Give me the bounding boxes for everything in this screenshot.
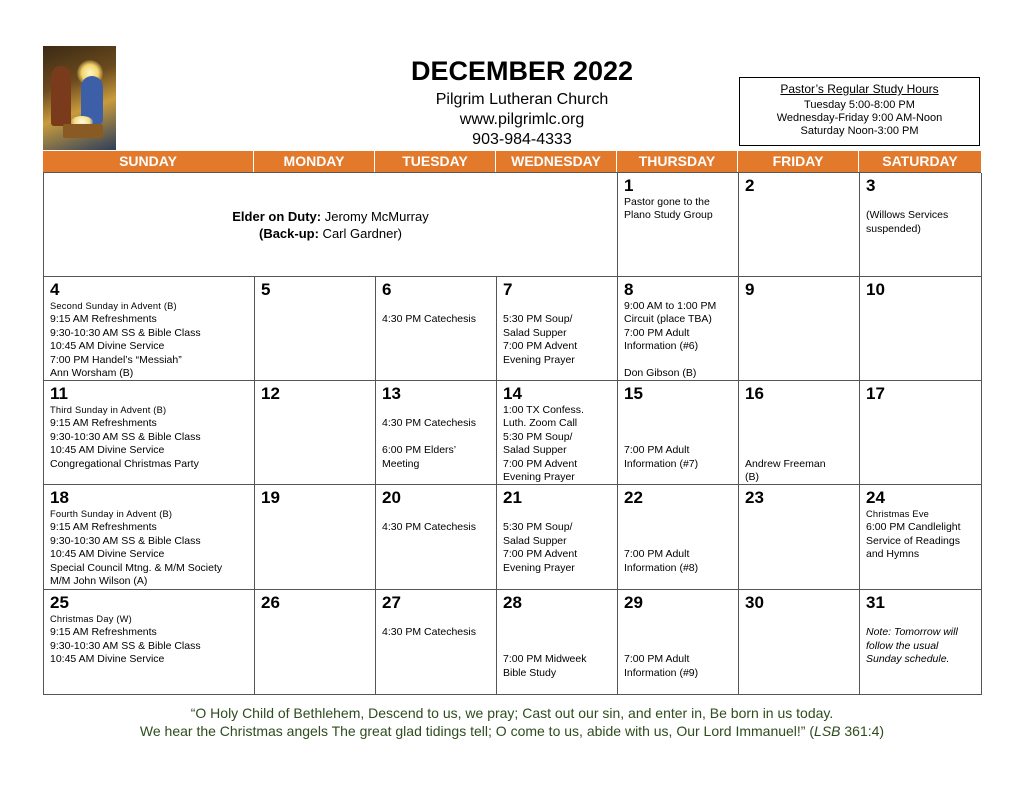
day-cell [44,590,255,695]
day-cell [860,173,982,277]
day-cell [255,590,376,695]
study-hours-line: Saturday Noon-3:00 PM [800,125,919,137]
weekday-monday: MONDAY [254,151,375,172]
day-events: 7:00 PM Adult Information (#7) [624,444,699,470]
day-cell [618,277,739,381]
elder-backup: (Back-up: Carl Gardner) [258,225,403,241]
day-number: 13 [382,384,401,403]
liturgical-day: Christmas Eve [866,509,930,519]
day-cell [255,381,376,485]
day-cell [739,590,860,695]
day-cell [255,485,376,590]
day-number: 12 [261,384,280,403]
day-number: 29 [624,593,643,612]
calendar [43,151,981,695]
day-events: 7:00 PM Adult Information (#9) [624,653,699,679]
hymn-quote [43,704,981,740]
study-hours-line: Tuesday 5:00-8:00 PM [804,99,915,111]
day-number: 20 [382,488,401,507]
day-events: (Willows Services suspended) [866,209,949,235]
day-cell [618,590,739,695]
liturgical-day: Second Sunday in Advent (B) [50,301,177,311]
day-cell [497,590,618,695]
day-cell [860,590,982,695]
day-events: 4:30 PM Catechesis 6:00 PM Elders’ Meeting [382,417,476,470]
day-cell [497,485,618,590]
day-number: 6 [382,280,392,299]
day-number: 19 [261,488,280,507]
day-events: 9:15 AM Refreshments 9:30-10:30 AM SS & Bible Class 10:45 AM Divine Service Congregational Christmas Party [50,417,201,470]
study-hours-box [739,77,980,146]
day-cell [860,485,982,590]
hymn-quote-line-1: “O Holy Child of Bethlehem, Descend to us, we pray; Cast out our sin, and enter in, Be born in us today. [190,705,834,721]
liturgical-day: Christmas Day (W) [50,614,132,624]
day-number: 2 [745,176,755,195]
day-events: 9:15 AM Refreshments 9:30-10:30 AM SS & Bible Class 10:45 AM Divine Service Special Council Mtng. & M/M Society M/M John Wilson (A) [50,521,223,588]
manger [63,124,103,138]
elder-on-duty-cell [44,173,618,277]
day-number: 25 [50,593,69,612]
day-events: 4:30 PM Catechesis [382,313,476,326]
day-number: 27 [382,593,401,612]
day-events: 5:30 PM Soup/ Salad Supper 7:00 PM Advent Evening Prayer [503,313,578,366]
weekday-header [43,151,981,172]
day-number: 18 [50,488,69,507]
calendar-grid [43,172,981,695]
hymn-quote-line-2: We hear the Christmas angels The great glad tidings tell; O come to us, abide with us, Our Lord Immanuel!” (LSB 361:4) [139,723,885,739]
day-number: 5 [261,280,271,299]
day-events: 9:00 AM to 1:00 PM Circuit (place TBA) 7:00 PM Adult Information (#6) Don Gibson (B) [624,300,717,380]
day-number: 10 [866,280,885,299]
day-cell [618,381,739,485]
day-number: 9 [745,280,755,299]
day-events: 9:15 AM Refreshments 9:30-10:30 AM SS & Bible Class 10:45 AM Divine Service 7:00 PM Handel’s “Messiah” Ann Worsham (B) [50,313,201,380]
day-number: 7 [503,280,513,299]
day-events: 7:00 PM Adult Information (#8) [624,548,699,574]
day-number: 21 [503,488,522,507]
day-events: 7:00 PM Midweek Bible Study [503,653,587,679]
study-hours-title: Pastor’s Regular Study Hours [780,82,939,96]
liturgical-day: Fourth Sunday in Advent (B) [50,509,173,519]
day-cell [44,381,255,485]
day-number: 1 [624,176,634,195]
day-cell [497,277,618,381]
day-events: 5:30 PM Soup/ Salad Supper 7:00 PM Advent Evening Prayer [503,521,578,574]
day-number: 8 [624,280,634,299]
day-number: 17 [866,384,885,403]
day-cell [44,277,255,381]
day-number: 24 [866,488,885,507]
day-events: Note: Tomorrow will follow the usual Sunday schedule. [866,626,958,666]
day-cell [376,277,497,381]
weekday-thursday: THURSDAY [617,151,738,172]
day-cell [376,485,497,590]
day-events: 9:15 AM Refreshments 9:30-10:30 AM SS & Bible Class 10:45 AM Divine Service [50,626,201,666]
joseph-figure [51,66,71,126]
church-name: Pilgrim Lutheran Church [435,91,609,108]
weekday-saturday: SATURDAY [859,151,981,172]
day-number: 14 [503,384,522,403]
weekday-friday: FRIDAY [738,151,859,172]
day-number: 28 [503,593,522,612]
day-number: 16 [745,384,764,403]
day-cell [618,485,739,590]
day-number: 11 [50,384,68,403]
day-cell [739,277,860,381]
day-number: 30 [745,593,764,612]
weekday-wednesday: WEDNESDAY [496,151,617,172]
day-number: 15 [624,384,643,403]
weekday-tuesday: TUESDAY [375,151,496,172]
day-events: 1:00 TX Confess. Luth. Zoom Call 5:30 PM Soup/ Salad Supper 7:00 PM Advent Evening Prayer [503,404,584,484]
day-cell [860,277,982,381]
day-number: 26 [261,593,280,612]
day-cell [860,381,982,485]
day-events: Andrew Freeman (B) [745,457,826,484]
day-cell [497,381,618,485]
day-cell [44,485,255,590]
day-number: 31 [866,593,885,612]
day-events: Pastor gone to the Plano Study Group [624,196,713,222]
day-number: 3 [866,176,876,195]
day-cell [255,277,376,381]
weekday-sunday: SUNDAY [43,151,254,172]
day-cell [618,173,739,277]
study-hours-line: Wednesday-Friday 9:00 AM-Noon [776,112,943,124]
day-cell [376,381,497,485]
elder-on-duty: Elder on Duty: Jeromy McMurray [232,208,429,224]
day-cell [739,381,860,485]
day-events: 4:30 PM Catechesis [382,626,476,639]
day-cell [376,590,497,695]
church-phone: 903-984-4333 [472,131,572,148]
day-number: 23 [745,488,764,507]
day-cell [739,485,860,590]
church-website: www.pilgrimlc.org [459,111,585,128]
day-number: 22 [624,488,643,507]
day-number: 4 [50,280,60,299]
page-title: DECEMBER 2022 [410,56,634,86]
nativity-image [43,46,116,150]
hymn-citation: LSB [814,723,841,739]
liturgical-day: Third Sunday in Advent (B) [50,405,167,415]
day-cell [739,173,860,277]
day-events: 6:00 PM Candlelight Service of Readings and Hymns [866,521,961,561]
day-events: 4:30 PM Catechesis [382,521,476,534]
